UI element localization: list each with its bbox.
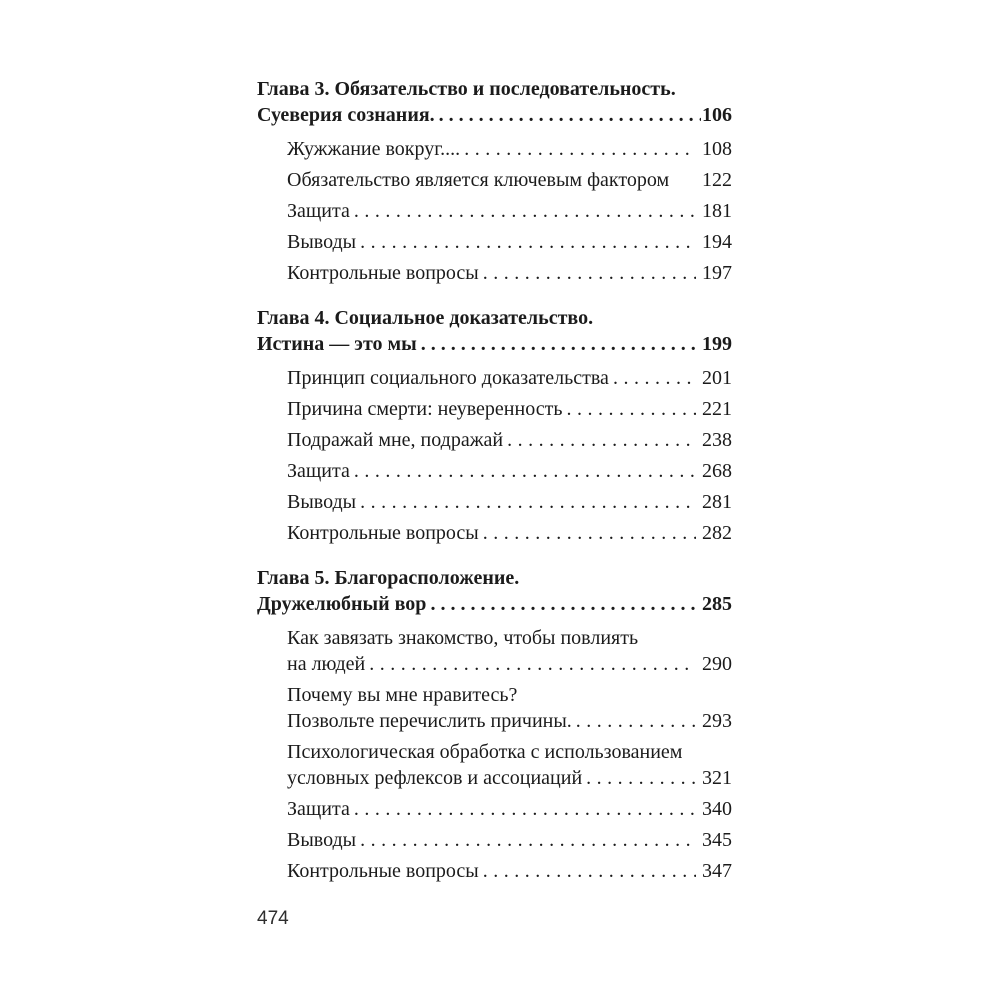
item-title: Выводы (287, 829, 357, 851)
page-ref: 347 (702, 860, 732, 882)
toc-row (257, 565, 732, 591)
toc-section (257, 305, 732, 546)
toc-row (287, 136, 732, 162)
page-ref: 194 (702, 231, 732, 253)
toc-item (287, 427, 732, 453)
toc-row (287, 198, 732, 224)
item-title: Позвольте перечислить причины. (287, 710, 572, 732)
page-ref: 221 (702, 398, 732, 420)
toc-item (287, 625, 732, 677)
item-title: Контрольные вопросы (287, 860, 479, 882)
chapter-heading (257, 565, 732, 617)
page-ref: 293 (702, 710, 732, 732)
chapter-title: Глава 5. Благорасположение. (257, 567, 520, 589)
toc-row (257, 331, 732, 357)
dot-leader (576, 708, 696, 734)
item-title: Подражай мне, подражай (287, 429, 504, 451)
toc-row (287, 229, 732, 255)
toc-item (287, 796, 732, 822)
dot-leader (360, 229, 696, 255)
dot-leader (354, 458, 696, 484)
toc-item (287, 365, 732, 391)
toc-row (287, 260, 732, 286)
dot-leader (439, 102, 701, 128)
item-title: Принцип социального доказательства (287, 367, 609, 389)
item-title: Выводы (287, 491, 357, 513)
dot-leader (483, 520, 696, 546)
dot-leader (354, 796, 696, 822)
page-ref: 285 (702, 593, 732, 615)
toc-row (287, 396, 732, 422)
chapter-heading (257, 76, 732, 128)
toc-item (287, 229, 732, 255)
dot-leader (566, 396, 696, 422)
dot-leader (613, 365, 696, 391)
toc-row (287, 167, 732, 193)
toc-item (287, 858, 732, 884)
toc-section (257, 76, 732, 286)
page-ref: 181 (702, 200, 732, 222)
chapter-title: Глава 4. Социальное доказательство. (257, 307, 594, 329)
item-title: Выводы (287, 231, 357, 253)
toc-section (257, 565, 732, 884)
toc-row (287, 858, 732, 884)
item-title: Защита (287, 798, 350, 820)
dot-leader (354, 198, 696, 224)
page-ref: 345 (702, 829, 732, 851)
item-title: Как завязать знакомство, чтобы повлиять (287, 627, 639, 649)
toc-item (287, 489, 732, 515)
item-title: Защита (287, 200, 350, 222)
toc-item (287, 520, 732, 546)
toc-row (257, 591, 732, 617)
toc-item (287, 682, 732, 734)
page-ref: 122 (702, 169, 732, 191)
dot-leader (421, 331, 701, 357)
toc-row (287, 765, 732, 791)
page-ref: 108 (702, 138, 732, 160)
toc-row (257, 102, 732, 128)
table-of-contents (257, 76, 732, 889)
chapter-title: Истина — это мы (257, 333, 417, 355)
page-ref: 201 (702, 367, 732, 389)
item-title: Контрольные вопросы (287, 262, 479, 284)
toc-row (287, 458, 732, 484)
dot-leader (586, 765, 696, 791)
page-footer (257, 908, 289, 930)
page-ref: 290 (702, 653, 732, 675)
toc-row (287, 739, 732, 765)
toc-row (287, 796, 732, 822)
page-ref: 340 (702, 798, 732, 820)
toc-row (287, 682, 732, 708)
item-title: Почему вы мне нравитесь? (287, 684, 518, 706)
dot-leader (360, 827, 696, 853)
dot-leader (369, 651, 696, 677)
dot-leader (464, 136, 696, 162)
toc-item (287, 739, 732, 791)
dot-leader (360, 489, 696, 515)
page-number: 474 (257, 908, 289, 929)
dot-leader (483, 260, 696, 286)
dot-leader (507, 427, 696, 453)
dot-leader (483, 858, 696, 884)
toc-row (287, 427, 732, 453)
chapter-title: Глава 3. Обязательство и последовательность. (257, 78, 676, 100)
item-title: Обязательство является ключевым фактором (287, 169, 670, 191)
toc-row (257, 76, 732, 102)
toc-row (287, 365, 732, 391)
chapter-title: Дружелюбный вор (257, 593, 427, 615)
item-title: Защита (287, 460, 350, 482)
page-ref: 238 (702, 429, 732, 451)
page-ref: 282 (702, 522, 732, 544)
page-ref: 197 (702, 262, 732, 284)
chapter-title: Суеверия сознания. (257, 104, 435, 126)
item-title: Жужжание вокруг.... (287, 138, 461, 160)
toc-row (287, 489, 732, 515)
toc-item (287, 396, 732, 422)
toc-item (287, 167, 732, 193)
toc-item (287, 198, 732, 224)
toc-row (287, 520, 732, 546)
item-title: условных рефлексов и ассоциаций (287, 767, 583, 789)
toc-item (287, 136, 732, 162)
chapter-heading (257, 305, 732, 357)
toc-row (287, 625, 732, 651)
page-ref: 281 (702, 491, 732, 513)
toc-row (287, 827, 732, 853)
page-ref: 268 (702, 460, 732, 482)
toc-row (257, 305, 732, 331)
page-ref: 106 (702, 104, 732, 126)
dot-leader (430, 591, 701, 617)
toc-item (287, 827, 732, 853)
page-ref: 321 (702, 767, 732, 789)
toc-row (287, 651, 732, 677)
page-ref: 199 (702, 333, 732, 355)
toc-item (287, 260, 732, 286)
item-title: Психологическая обработка с использованием (287, 741, 683, 763)
item-title: Причина смерти: неуверенность (287, 398, 563, 420)
toc-item (287, 458, 732, 484)
toc-row (287, 708, 732, 734)
item-title: на людей (287, 653, 366, 675)
item-title: Контрольные вопросы (287, 522, 479, 544)
